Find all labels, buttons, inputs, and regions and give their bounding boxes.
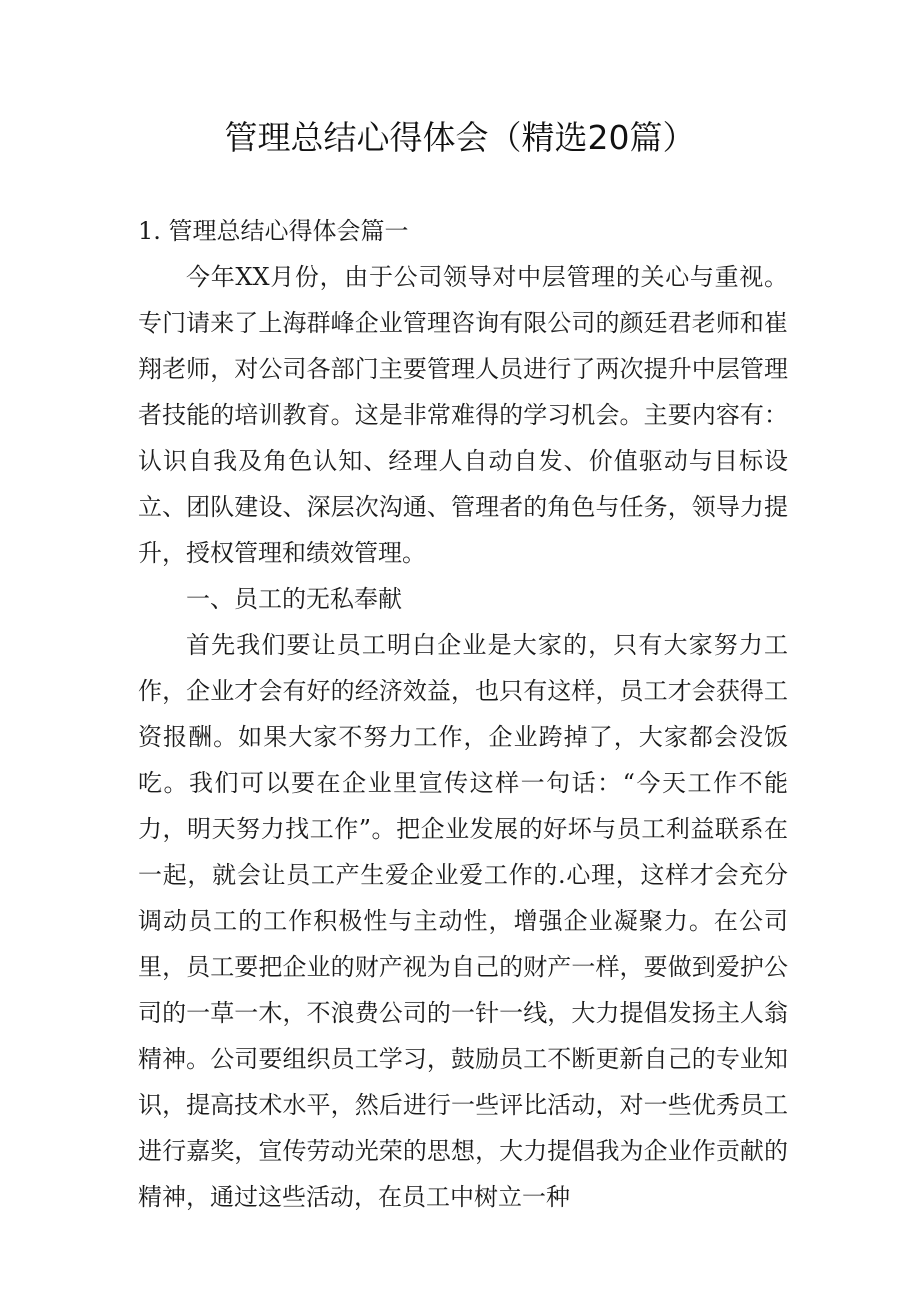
paragraph-employee-dedication: 首先我们要让员工明白企业是大家的，只有大家努力工作，企业才会有好的经济效益，也只有这样，员工才会获得工资报酬。如果大家不努力工作，企业跨掉了，大家都会没饭吃。我们可以要在企业里宣传这样一句话：“今天工作不能力，明天努力找工作”。把企业发展的好坏与员工利益联系在一起，就会让员工产生爱企业爱工作的.心理，这样才会充分调动员工的工作积极性与主动性，增强企业凝聚力。在公司里，员工要把企业的财产视为自己的财产一样，要做到爱护公司的一草一木，不浪费公司的一针一线，大力提倡发扬主人翁精神。公司要组织员工学习，鼓励员工不断更新自己的专业知识，提高技术水平，然后进行一些评比活动，对一些优秀员工进行嘉奖，宣传劳动光荣的思想，大力提倡我为企业作贡献的精神，通过这些活动，在员工中树立一种 [138, 631, 788, 1211]
document-title: 管理总结心得体会（精选20篇） [224, 118, 696, 157]
section-heading: 1. 管理总结心得体会篇一 [138, 217, 409, 245]
paragraph-intro: 今年XX月份，由于公司领导对中层管理的关心与重视。专门请来了上海群峰企业管理咨询有限公司的颜廷君老师和崔翔老师，对公司各部门主要管理人员进行了两次提升中层管理者技能的培训教育。这是非常难得的学习机会。主要内容有：认识自我及角色认知、经理人自动自发、价值驱动与目标设立、团队建设、深层次沟通、管理者的角色与任务，领导力提升，授权管理和绩效管理。 [138, 263, 788, 567]
subheading-employee-dedication: 一、员工的无私奉献 [186, 585, 402, 613]
document-body [138, 208, 788, 1220]
